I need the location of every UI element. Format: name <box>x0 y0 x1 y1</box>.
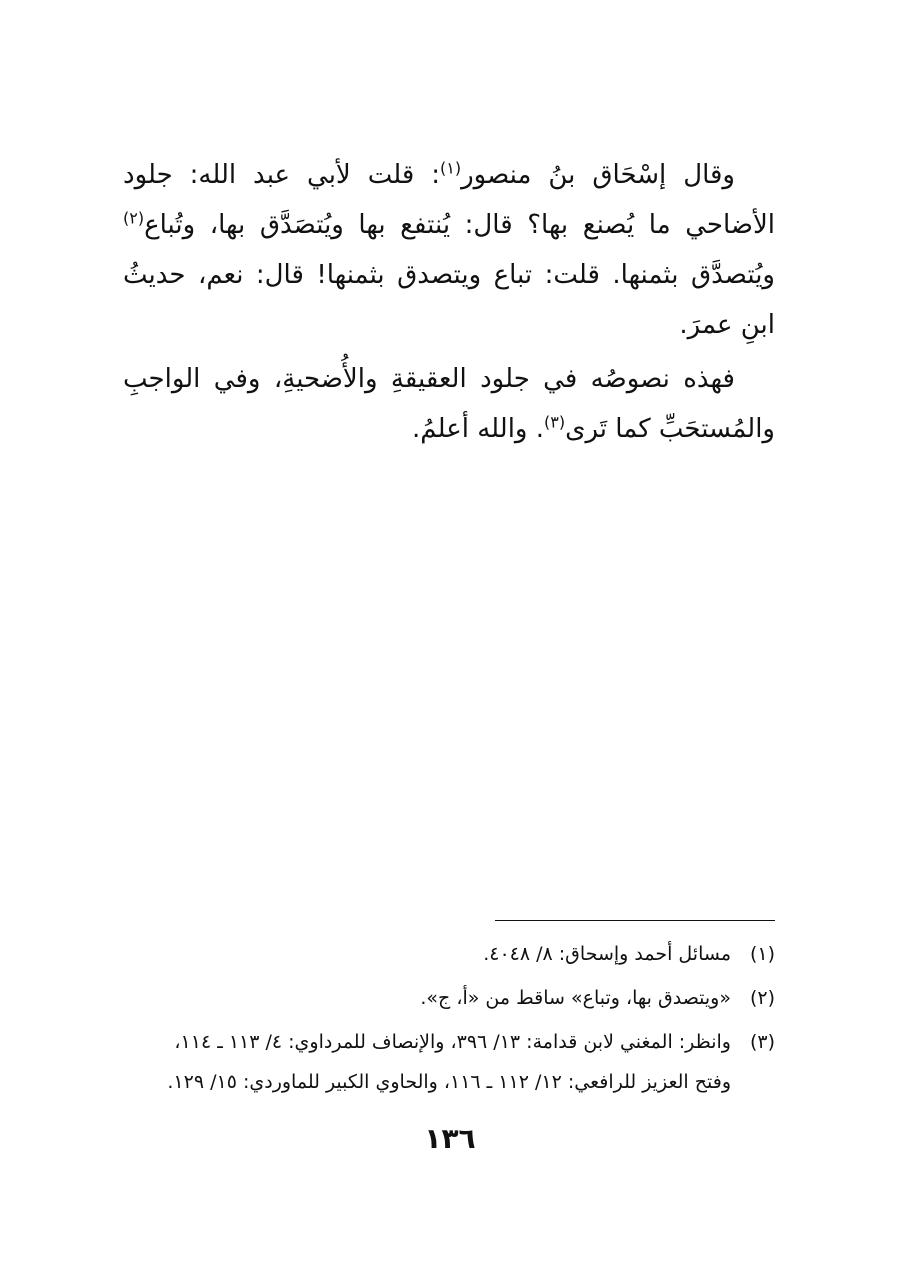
footnote-marker: (١) <box>440 158 462 178</box>
footnote-marker: (٢) <box>123 208 145 228</box>
footnotes <box>123 934 775 1102</box>
paragraph-text: . والله أعلمُ. <box>412 414 545 444</box>
paragraph <box>123 150 775 350</box>
paragraph-text: فهذه نصوصُه في جلود العقيقةِ والأُضحيةِ، وفي الواجبِ والمُستحَبِّ كما تَرى <box>123 364 775 444</box>
footnote-number: (٢) <box>749 987 775 1009</box>
footnote-number: (١) <box>749 943 775 965</box>
footnote-line: وفتح العزيز للرافعي: ١٢/ ١١٢ ـ ١١٦، والحاوي الكبير للماوردي: ١٥/ ١٢٩. <box>167 1071 731 1093</box>
footnote <box>123 978 775 1018</box>
footnote-line: «ويتصدق بها، وتباع» ساقط من «أ، ج». <box>420 987 731 1009</box>
footnote-text <box>123 978 731 1018</box>
paragraph-text: وقال إسْحَاق بنُ منصور <box>461 160 735 190</box>
footnote-line: مسائل أحمد وإسحاق: ٨/ ٤٠٤٨. <box>483 943 731 965</box>
footnote-text <box>123 1022 731 1102</box>
footnote <box>123 934 775 974</box>
paragraph <box>123 354 775 454</box>
main-text <box>123 150 775 454</box>
footnote-number: (٣) <box>749 1031 775 1053</box>
footnote-separator <box>495 920 775 921</box>
footnote <box>123 1022 775 1102</box>
footnote-text <box>123 934 731 974</box>
footnote-line: وانظر: المغني لابن قدامة: ١٣/ ٣٩٦، والإنصاف للمرداوي: ٤/ ١١٣ ـ ١١٤، <box>174 1031 731 1053</box>
paragraph-text: : قلت لأبي عبد الله: جلود الأضاحي ما يُصنع بها؟ قال: يُنتفع بها ويُتصَدَّق بها، وتُباع <box>123 160 775 240</box>
page-number: ١٣٦ <box>424 1122 476 1155</box>
footnote-marker: (٣) <box>544 412 566 432</box>
paragraph-text: ويُتصدَّق بثمنها. قلت: تباع ويتصدق بثمنها! قال: نعم، حديثُ ابنِ عمرَ. <box>123 260 775 340</box>
